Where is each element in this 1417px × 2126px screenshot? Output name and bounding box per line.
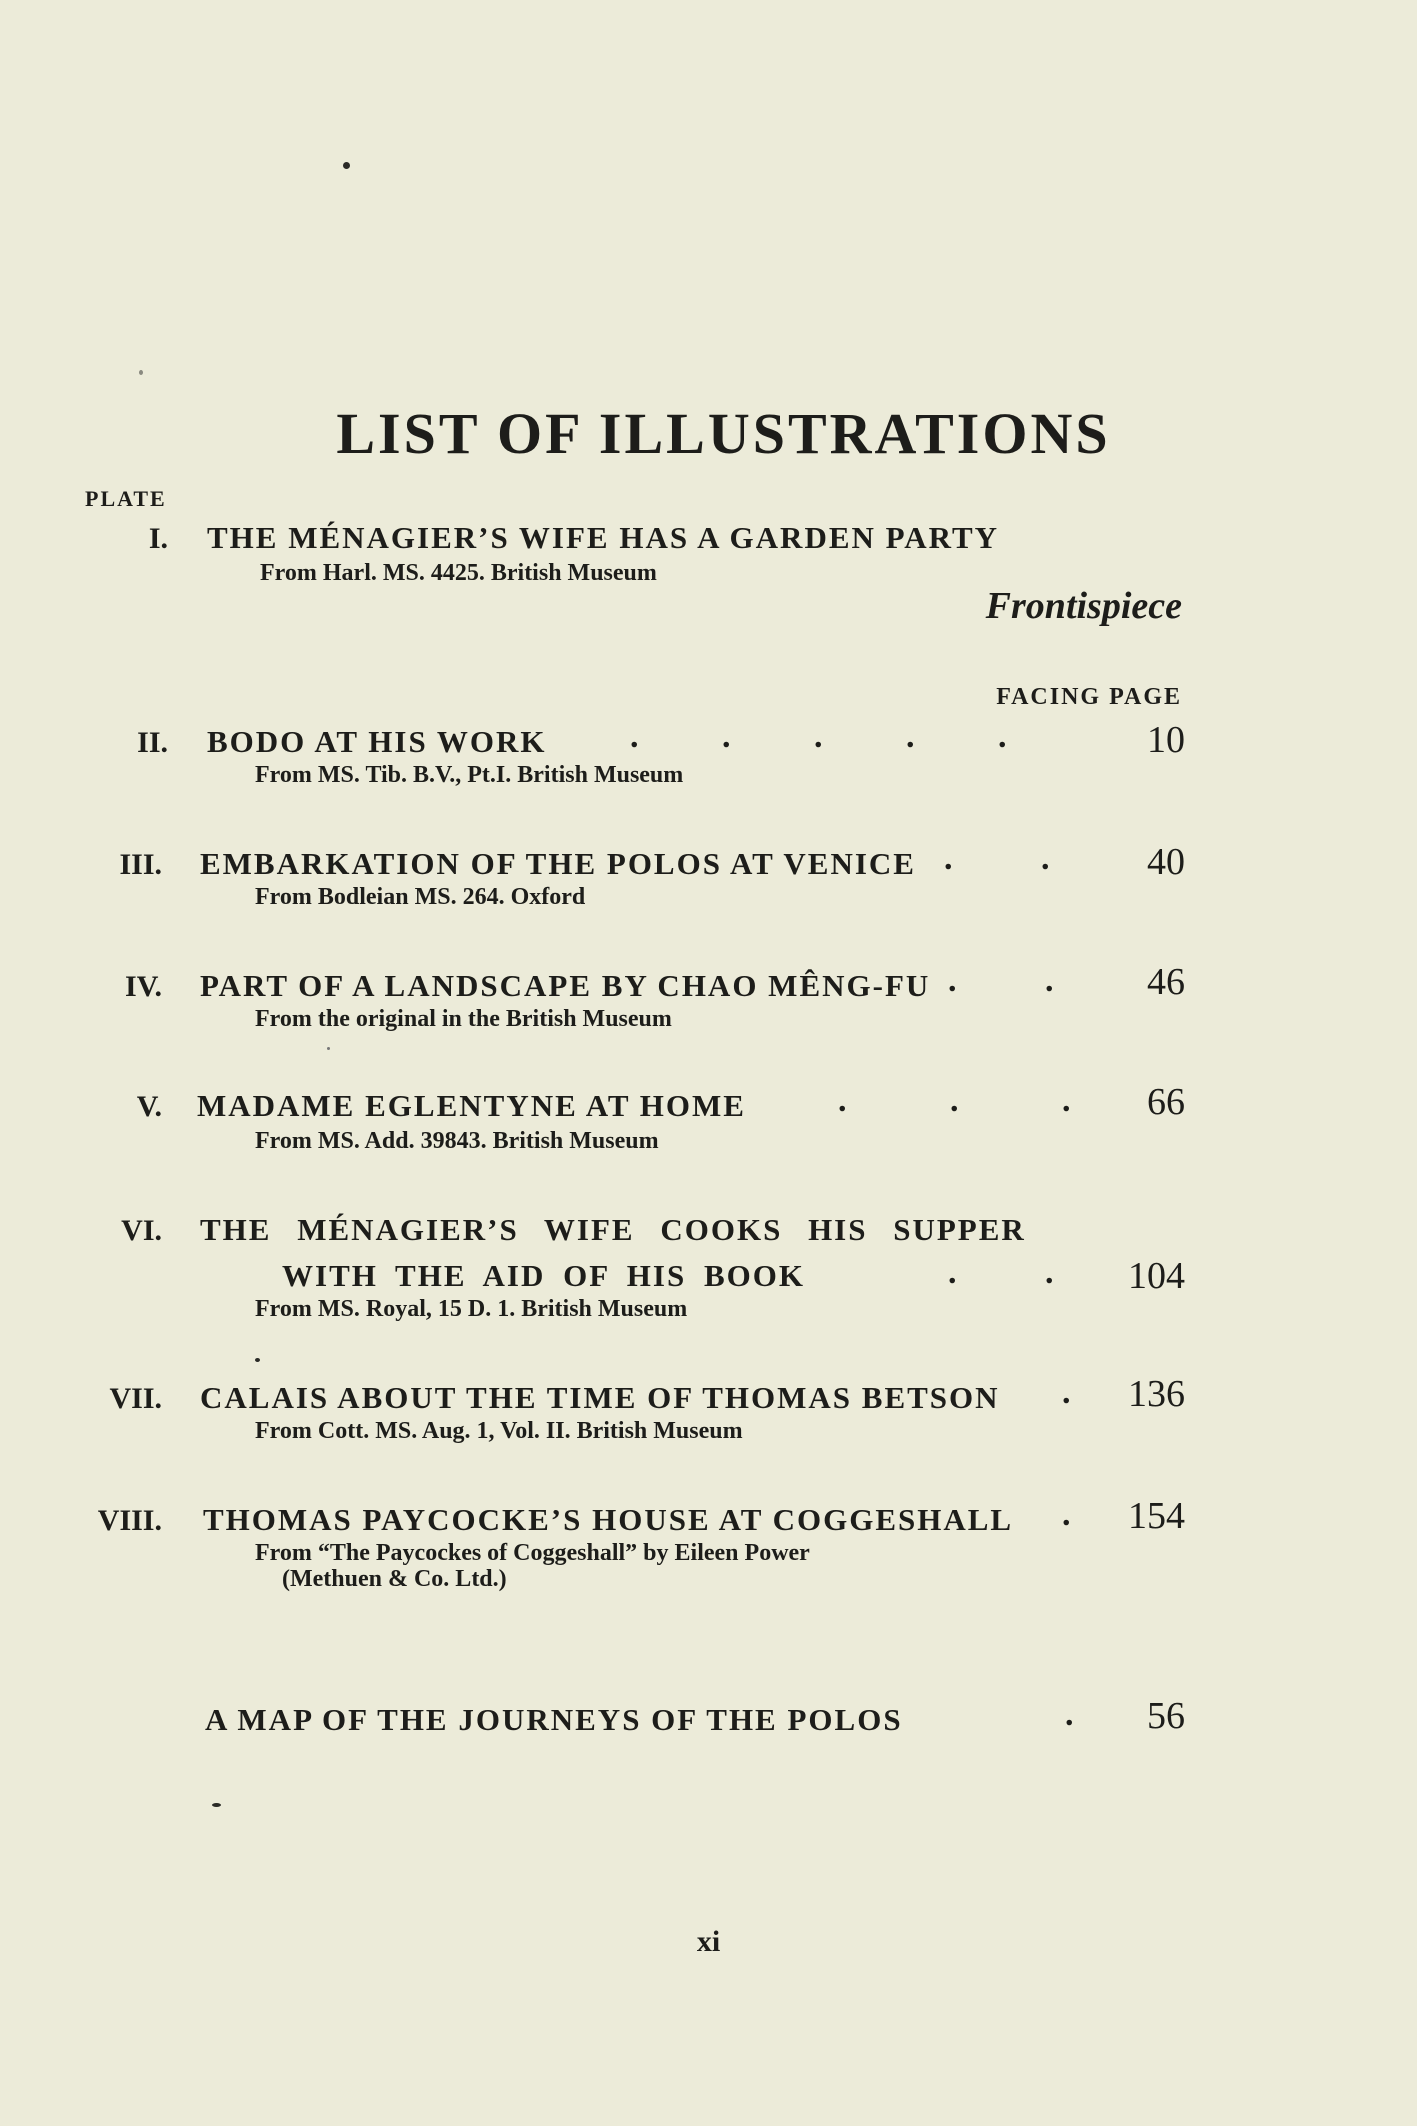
plate-column-header: PLATE: [85, 486, 167, 511]
leader-dots: .: [1062, 1374, 1071, 1411]
page-title: LIST OF ILLUSTRATIONS: [336, 401, 1111, 466]
leader-dots: .: [1062, 1496, 1071, 1533]
plate-source-line-2: (Methuen & Co. Ltd.): [282, 1566, 507, 1592]
plate-caption: CALAIS ABOUT THE TIME OF THOMAS BETSON: [200, 1380, 1000, 1415]
page-number: 66: [1147, 1081, 1185, 1123]
frontispiece-label: Frontispiece: [985, 585, 1182, 627]
plate-number: III.: [119, 848, 162, 881]
ink-speck: [212, 1803, 221, 1807]
plate-caption: PART OF A LANDSCAPE BY CHAO MÊNG-FU: [200, 968, 931, 1003]
facing-page-header: FACING PAGE: [996, 684, 1182, 710]
leader-dots: . . .: [838, 1082, 1071, 1119]
page-number: 104: [1128, 1255, 1185, 1297]
plate-caption: THOMAS PAYCOCKE’S HOUSE AT COGGESHALL: [203, 1502, 1014, 1537]
plate-caption: EMBARKATION OF THE POLOS AT VENICE: [200, 846, 916, 881]
plate-source: From MS. Add. 39843. British Museum: [255, 1128, 659, 1154]
plate-number: VI.: [121, 1214, 162, 1247]
plate-caption-line-2: WITH THE AID OF HIS BOOK: [282, 1258, 805, 1293]
leader-dots: . .: [948, 1254, 1054, 1291]
plate-source: From Bodleian MS. 264. Oxford: [255, 884, 586, 910]
plate-caption: THE MÉNAGIER’S WIFE HAS A GARDEN PARTY: [207, 520, 1000, 555]
plate-source: From Cott. MS. Aug. 1, Vol. II. British Museum: [255, 1418, 743, 1444]
plate-source: From MS. Royal, 15 D. 1. British Museum: [255, 1296, 688, 1322]
plate-source: From MS. Tib. B.V., Pt.I. British Museum: [255, 762, 684, 788]
plate-number: II.: [137, 726, 168, 759]
page-number: 136: [1128, 1373, 1185, 1415]
page-number: 56: [1147, 1695, 1185, 1737]
leader-dots: . . . . .: [630, 718, 1007, 755]
ink-speck: [255, 1358, 260, 1362]
ink-speck: [327, 1047, 330, 1050]
leader-dots: . .: [948, 962, 1054, 999]
plate-number: VIII.: [97, 1504, 162, 1537]
leader-dots: . .: [944, 840, 1050, 877]
plate-number: I.: [148, 522, 168, 555]
plate-source: From “The Paycockes of Coggeshall” by Eileen Power: [255, 1540, 810, 1566]
plate-number: VII.: [109, 1382, 162, 1415]
plate-caption: BODO AT HIS WORK: [207, 724, 547, 759]
map-caption: A MAP OF THE JOURNEYS OF THE POLOS: [205, 1702, 903, 1737]
plate-number: V.: [136, 1090, 162, 1123]
plate-number: IV.: [125, 970, 162, 1003]
page-number: 46: [1147, 961, 1185, 1003]
plate-caption: THE MÉNAGIER’S WIFE COOKS HIS SUPPER: [200, 1212, 1026, 1247]
plate-caption: MADAME EGLENTYNE AT HOME: [197, 1088, 746, 1123]
plate-source: From Harl. MS. 4425. British Museum: [260, 560, 657, 586]
page-number: 10: [1147, 719, 1185, 761]
ink-speck: [343, 162, 350, 169]
leader-dots: .: [1065, 1696, 1074, 1733]
plate-source: From the original in the British Museum: [255, 1006, 672, 1032]
page-number: 40: [1147, 841, 1185, 883]
page-number: 154: [1128, 1495, 1185, 1537]
folio-page-number: xi: [696, 1925, 721, 1958]
ink-speck: [139, 370, 143, 375]
